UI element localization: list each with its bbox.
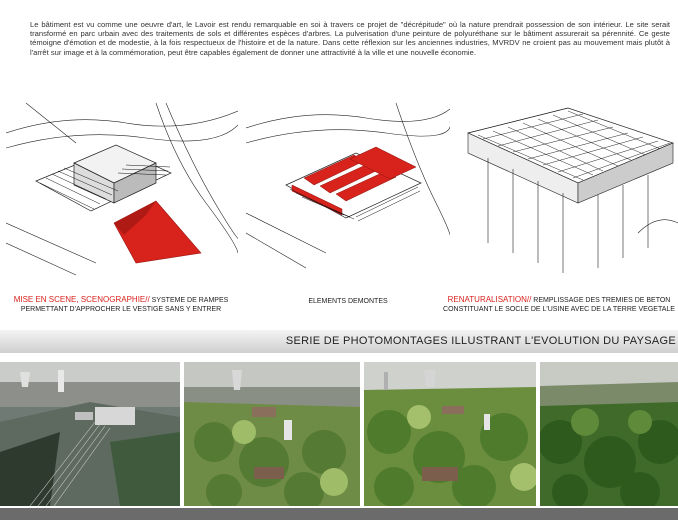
caption-scenography bbox=[6, 296, 236, 314]
caption-text: ELEMENTS DEMONTES bbox=[308, 298, 388, 305]
intro-text bbox=[30, 20, 670, 57]
caption-red-label: RENATURALISATION// bbox=[447, 295, 532, 304]
caption-renaturalisation bbox=[440, 296, 678, 314]
caption-red-label: MISE EN SCENE, SCENOGRAPHIE// bbox=[13, 295, 150, 304]
photomontage-3 bbox=[364, 362, 536, 506]
section-title: SERIE DE PHOTOMONTAGES ILLUSTRANT L'EVOLUTION DU PAYSAGE bbox=[285, 335, 676, 347]
photomontage-4 bbox=[540, 362, 678, 506]
photomontage-2 bbox=[184, 362, 360, 506]
caption-text-2: PERMETTANT D'APPROCHER LE VESTIGE SANS Y ENTRER bbox=[20, 305, 222, 313]
diagram-renaturalisation bbox=[458, 103, 678, 283]
diagram-elements-demontes bbox=[246, 103, 450, 283]
section-band bbox=[0, 330, 678, 353]
photomontage-1 bbox=[0, 362, 180, 506]
intro-paragraph: Le bâtiment est vu comme une oeuvre d'art, le Lavoir est rendu remarquable en soi à travers ce projet de "décrépitude" où la nature prendrait possession de son intérieur. Le site serait transformé en parc urbain avec des traitements de sols et différentes espèces d'arbres. La pulverisation d'une peinture de polyuréthane sur le bâtiment assurerait sa pérennité. Ce geste témoigne d'émotion et de modestie, à la fois respectueux de l'histoire et de la nature. Dans cette réflexion sur les anciennes industries, MVRDV ne croient pas au mouvement mais plutôt à l'arrêt sur image et à la commémoration, peut être capables également de donner une attractivité à la ville et une nouvelle économie. bbox=[30, 20, 670, 57]
diagram-scenography bbox=[6, 103, 238, 283]
footer-bar bbox=[0, 508, 678, 520]
caption-text-2: CONSTITUANT LE SOCLE DE L'USINE AVEC DE LA TERRE VEGETALE bbox=[443, 305, 675, 313]
caption-elements-demontes bbox=[268, 298, 428, 307]
caption-text: SYSTEME DE RAMPES bbox=[149, 297, 229, 304]
caption-text: REMPLISSAGE DES TREMIES DE BETON bbox=[531, 297, 671, 304]
